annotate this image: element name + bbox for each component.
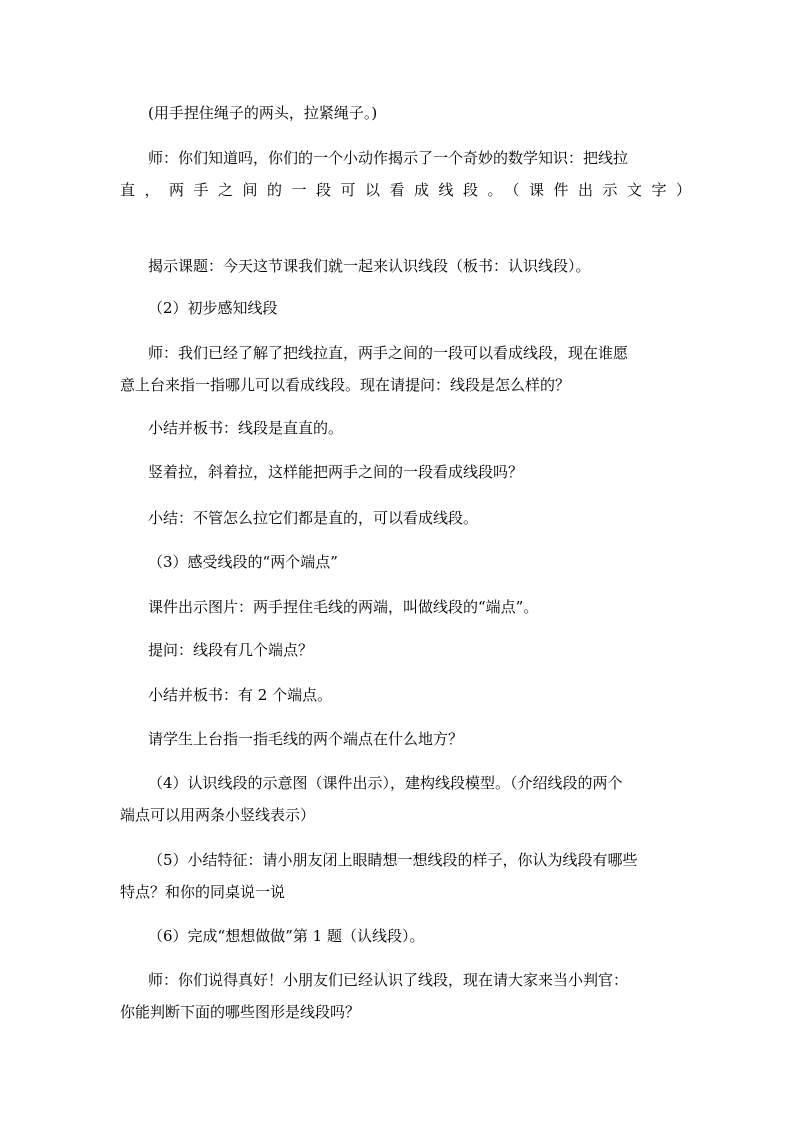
text-line: 小结并板书：有 2 个端点。 bbox=[148, 686, 333, 704]
text-line: （2）初步感知线段 bbox=[148, 299, 278, 317]
text-line: (用手捏住绳子的两头，拉紧绳子。) bbox=[148, 104, 378, 122]
text-line: 小结并板书：线段是直直的。 bbox=[148, 419, 344, 437]
text-line: 竖着拉，斜着拉，这样能把两手之间的一段看成线段吗？ bbox=[148, 463, 524, 481]
text-line: 直，两手之间的一段可以看成线段。（课件出示文字） bbox=[120, 181, 701, 199]
paragraph-topic-reveal bbox=[148, 250, 704, 282]
text-line: 端点可以用两条小竖线表示） bbox=[120, 806, 316, 824]
text-line: （6）完成“想想做做”第 1 题（认线段）。 bbox=[148, 927, 425, 945]
paragraph-exercise bbox=[148, 920, 704, 952]
paragraph-question-pull bbox=[148, 456, 704, 488]
section-heading-2 bbox=[148, 292, 704, 324]
paragraph-summary-endpoints bbox=[148, 679, 704, 711]
paragraph-summary-pull bbox=[148, 502, 704, 534]
text-line: 请学生上台指一指毛线的两个端点在什么地方？ bbox=[148, 730, 464, 748]
text-line: 特点？和你的同桌说一说 bbox=[120, 883, 286, 901]
text-line: 意上台来指一指哪儿可以看成线段。现在请提问：线段是怎么样的？ bbox=[120, 376, 571, 394]
text-line: （4）认识线段的示意图（课件出示），建构线段模型。（介绍线段的两个 bbox=[148, 774, 623, 792]
text-line: 师：我们已经了解了把线拉直，两手之间的一段可以看成线段，现在谁愿 bbox=[148, 344, 629, 362]
text-line: （3）感受线段的“两个端点” bbox=[148, 553, 338, 571]
text-line: 你能判断下面的哪些图形是线段吗？ bbox=[120, 1003, 361, 1021]
text-line: 师：你们知道吗，你们的一个小动作揭示了一个奇妙的数学知识：把线拉 bbox=[148, 149, 629, 167]
text-line: 提问：线段有几个端点？ bbox=[148, 641, 314, 659]
paragraph-features-summary bbox=[120, 844, 676, 908]
paragraph-courseware-endpoints bbox=[148, 591, 704, 623]
text-line: 师：你们说得真好！小朋友们已经认识了线段，现在请大家来当小判官： bbox=[148, 971, 629, 989]
paragraph-teacher-judge bbox=[120, 964, 676, 1028]
paragraph-teacher-perceive bbox=[120, 337, 676, 401]
paragraph-students-point bbox=[148, 723, 704, 755]
paragraph-stage-direction bbox=[148, 97, 704, 129]
paragraph-summary-straight bbox=[148, 412, 704, 444]
paragraph-question-endpoints bbox=[148, 634, 704, 666]
text-line: 课件出示图片：两手捏住毛线的两端，叫做线段的“端点”。 bbox=[148, 598, 539, 616]
paragraph-teacher-intro bbox=[120, 142, 701, 206]
paragraph-diagram-model bbox=[120, 767, 676, 831]
text-line: 小结：不管怎么拉它们都是直的，可以看成线段。 bbox=[148, 509, 479, 527]
text-line: （5）小结特征：请小朋友闭上眼睛想一想线段的样子，你认为线段有哪些 bbox=[148, 851, 638, 869]
section-heading-3 bbox=[148, 546, 704, 578]
text-line: 揭示课题：今天这节课我们就一起来认识线段（板书：认识线段）。 bbox=[148, 257, 591, 275]
